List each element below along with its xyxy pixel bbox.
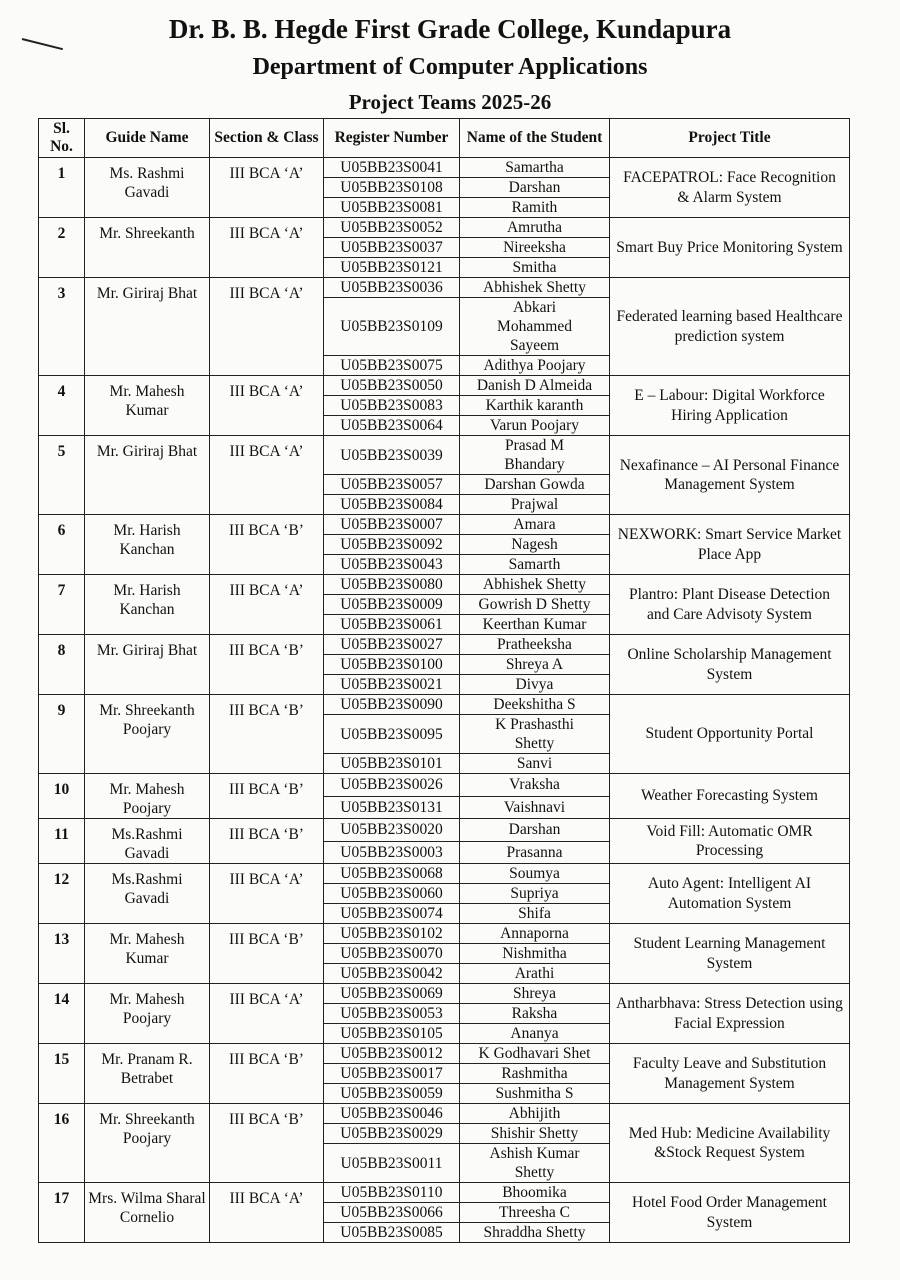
guide-name: Mr. Giriraj Bhat (85, 436, 210, 515)
register-number: U05BB23S0043 (324, 555, 460, 575)
student-name: Abhishek Shetty (460, 278, 610, 298)
student-name: Gowrish D Shetty (460, 595, 610, 615)
student-name: Samartha (460, 158, 610, 178)
student-name: Shreya (460, 984, 610, 1004)
table-row (39, 575, 850, 595)
team-number: 11 (39, 819, 85, 864)
project-title: FACEPATROL: Face Recognition & Alarm System (610, 158, 850, 218)
team-number: 7 (39, 575, 85, 635)
student-name: Prasanna (460, 841, 610, 864)
register-number: U05BB23S0085 (324, 1223, 460, 1243)
student-name: Threesha C (460, 1203, 610, 1223)
register-number: U05BB23S0053 (324, 1004, 460, 1024)
register-number: U05BB23S0069 (324, 984, 460, 1004)
student-name: Annaporna (460, 924, 610, 944)
register-number: U05BB23S0020 (324, 819, 460, 842)
col-header-section-class: Section & Class (210, 119, 324, 158)
register-number: U05BB23S0070 (324, 944, 460, 964)
student-name: Samarth (460, 555, 610, 575)
student-name: Soumya (460, 864, 610, 884)
student-name: Smitha (460, 258, 610, 278)
section-class: III BCA ‘A’ (210, 864, 324, 924)
section-class: III BCA ‘A’ (210, 278, 324, 376)
student-name: Sushmitha S (460, 1084, 610, 1104)
register-number: U05BB23S0012 (324, 1044, 460, 1064)
table-row (39, 695, 850, 715)
table-row (39, 376, 850, 396)
register-number: U05BB23S0003 (324, 841, 460, 864)
guide-name: Mr. Mahesh Kumar (85, 924, 210, 984)
project-title: Med Hub: Medicine Availability &Stock Request System (610, 1104, 850, 1183)
student-name: Arathi (460, 964, 610, 984)
section-class: III BCA ‘A’ (210, 376, 324, 436)
student-name: Ananya (460, 1024, 610, 1044)
project-title: Federated learning based Healthcare prediction system (610, 278, 850, 376)
register-number: U05BB23S0075 (324, 356, 460, 376)
register-number: U05BB23S0100 (324, 655, 460, 675)
student-name: Prajwal (460, 495, 610, 515)
register-number: U05BB23S0084 (324, 495, 460, 515)
student-name: Danish D Almeida (460, 376, 610, 396)
guide-name: Ms.Rashmi Gavadi (85, 819, 210, 864)
project-title: NEXWORK: Smart Service Market Place App (610, 515, 850, 575)
project-title: Hotel Food Order Management System (610, 1183, 850, 1243)
student-name: Abhijith (460, 1104, 610, 1124)
section-class: III BCA ‘B’ (210, 695, 324, 774)
guide-name: Mr. Giriraj Bhat (85, 635, 210, 695)
register-number: U05BB23S0007 (324, 515, 460, 535)
col-header-guide-name: Guide Name (85, 119, 210, 158)
team-number: 9 (39, 695, 85, 774)
register-number: U05BB23S0105 (324, 1024, 460, 1044)
guide-name: Mrs. Wilma Sharal Cornelio (85, 1183, 210, 1243)
student-name: Darshan (460, 819, 610, 842)
table-row (39, 436, 850, 475)
register-number: U05BB23S0057 (324, 475, 460, 495)
section-class: III BCA ‘A’ (210, 984, 324, 1044)
student-name: Darshan Gowda (460, 475, 610, 495)
register-number: U05BB23S0039 (324, 436, 460, 475)
register-number: U05BB23S0131 (324, 796, 460, 819)
student-name: Karthik karanth (460, 396, 610, 416)
student-name: Abhishek Shetty (460, 575, 610, 595)
register-number: U05BB23S0009 (324, 595, 460, 615)
project-title: Online Scholarship Management System (610, 635, 850, 695)
student-name: Ashish Kumar Shetty (460, 1144, 610, 1183)
register-number: U05BB23S0052 (324, 218, 460, 238)
section-class: III BCA ‘B’ (210, 515, 324, 575)
project-title: Antharbhava: Stress Detection using Facial Expression (610, 984, 850, 1044)
student-name: Adithya Poojary (460, 356, 610, 376)
student-name: Divya (460, 675, 610, 695)
student-name: K Prashasthi Shetty (460, 715, 610, 754)
table-row (39, 819, 850, 842)
register-number: U05BB23S0011 (324, 1144, 460, 1183)
department-name: Department of Computer Applications (252, 54, 648, 80)
team-number: 12 (39, 864, 85, 924)
register-number: U05BB23S0074 (324, 904, 460, 924)
section-class: III BCA ‘B’ (210, 635, 324, 695)
student-name: Deekshitha S (460, 695, 610, 715)
table-row (39, 1104, 850, 1124)
student-name: Shishir Shetty (460, 1124, 610, 1144)
col-header-register-number: Register Number (324, 119, 460, 158)
register-number: U05BB23S0017 (324, 1064, 460, 1084)
col-header-student-name: Name of the Student (460, 119, 610, 158)
register-number: U05BB23S0109 (324, 298, 460, 356)
team-number: 3 (39, 278, 85, 376)
section-class: III BCA ‘B’ (210, 819, 324, 864)
project-title: Auto Agent: Intelligent AI Automation System (610, 864, 850, 924)
student-name: Pratheeksha (460, 635, 610, 655)
section-class: III BCA ‘B’ (210, 924, 324, 984)
table-row (39, 984, 850, 1004)
student-name: Nireeksha (460, 238, 610, 258)
section-class: III BCA ‘B’ (210, 1104, 324, 1183)
project-title: Nexafinance – AI Personal Finance Management System (610, 436, 850, 515)
register-number: U05BB23S0102 (324, 924, 460, 944)
section-class: III BCA ‘A’ (210, 575, 324, 635)
table-row (39, 864, 850, 884)
student-name: Vaishnavi (460, 796, 610, 819)
register-number: U05BB23S0050 (324, 376, 460, 396)
document-title: Project Teams 2025-26 (348, 90, 552, 114)
team-number: 14 (39, 984, 85, 1044)
team-number: 6 (39, 515, 85, 575)
student-name: Sanvi (460, 754, 610, 774)
register-number: U05BB23S0042 (324, 964, 460, 984)
register-number: U05BB23S0029 (324, 1124, 460, 1144)
student-name: Nishmitha (460, 944, 610, 964)
project-title: Student Opportunity Portal (610, 695, 850, 774)
table-header-row (39, 119, 850, 158)
table-row (39, 774, 850, 797)
student-name: Keerthan Kumar (460, 615, 610, 635)
student-name: Rashmitha (460, 1064, 610, 1084)
team-number: 5 (39, 436, 85, 515)
table-row (39, 515, 850, 535)
guide-name: Mr. Harish Kanchan (85, 575, 210, 635)
student-name: Amara (460, 515, 610, 535)
table-row (39, 278, 850, 298)
table-row (39, 1183, 850, 1203)
student-name: Darshan (460, 178, 610, 198)
section-class: III BCA ‘A’ (210, 158, 324, 218)
section-class: III BCA ‘B’ (210, 774, 324, 819)
table-row (39, 635, 850, 655)
team-number: 1 (39, 158, 85, 218)
student-name: K Godhavari Shet (460, 1044, 610, 1064)
student-name: Ramith (460, 198, 610, 218)
project-title: E – Labour: Digital Workforce Hiring Application (610, 376, 850, 436)
table-row (39, 924, 850, 944)
section-class: III BCA ‘A’ (210, 1183, 324, 1243)
register-number: U05BB23S0037 (324, 238, 460, 258)
register-number: U05BB23S0068 (324, 864, 460, 884)
register-number: U05BB23S0080 (324, 575, 460, 595)
table-row (39, 1044, 850, 1064)
student-name: Vraksha (460, 774, 610, 797)
guide-name: Mr. Pranam R. Betrabet (85, 1044, 210, 1104)
section-class: III BCA ‘B’ (210, 1044, 324, 1104)
project-title: Student Learning Management System (610, 924, 850, 984)
guide-name: Mr. Giriraj Bhat (85, 278, 210, 376)
student-name: Shreya A (460, 655, 610, 675)
guide-name: Mr. Shreekanth Poojary (85, 695, 210, 774)
col-header-project-title: Project Title (610, 119, 850, 158)
team-number: 10 (39, 774, 85, 819)
student-name: Bhoomika (460, 1183, 610, 1203)
register-number: U05BB23S0108 (324, 178, 460, 198)
register-number: U05BB23S0121 (324, 258, 460, 278)
register-number: U05BB23S0095 (324, 715, 460, 754)
register-number: U05BB23S0027 (324, 635, 460, 655)
guide-name: Mr. Mahesh Poojary (85, 984, 210, 1044)
project-title: Faculty Leave and Substitution Management System (610, 1044, 850, 1104)
guide-name: Mr. Shreekanth (85, 218, 210, 278)
student-name: Prasad M Bhandary (460, 436, 610, 475)
project-title: Void Fill: Automatic OMR Processing (610, 819, 850, 864)
guide-name: Ms.Rashmi Gavadi (85, 864, 210, 924)
student-name: Nagesh (460, 535, 610, 555)
student-name: Varun Poojary (460, 416, 610, 436)
register-number: U05BB23S0036 (324, 278, 460, 298)
team-number: 2 (39, 218, 85, 278)
guide-name: Mr. Shreekanth Poojary (85, 1104, 210, 1183)
register-number: U05BB23S0064 (324, 416, 460, 436)
table-body (39, 158, 850, 1243)
register-number: U05BB23S0059 (324, 1084, 460, 1104)
register-number: U05BB23S0090 (324, 695, 460, 715)
register-number: U05BB23S0060 (324, 884, 460, 904)
student-name: Abkari Mohammed Sayeem (460, 298, 610, 356)
register-number: U05BB23S0083 (324, 396, 460, 416)
guide-name: Mr. Mahesh Kumar (85, 376, 210, 436)
team-number: 15 (39, 1044, 85, 1104)
section-class: III BCA ‘A’ (210, 218, 324, 278)
college-name: Dr. B. B. Hegde First Grade College, Kundapura (168, 14, 732, 44)
table-row (39, 158, 850, 178)
team-number: 16 (39, 1104, 85, 1183)
register-number: U05BB23S0110 (324, 1183, 460, 1203)
project-title: Plantro: Plant Disease Detection and Care Advisoty System (610, 575, 850, 635)
register-number: U05BB23S0046 (324, 1104, 460, 1124)
student-name: Shraddha Shetty (460, 1223, 610, 1243)
register-number: U05BB23S0066 (324, 1203, 460, 1223)
register-number: U05BB23S0092 (324, 535, 460, 555)
register-number: U05BB23S0026 (324, 774, 460, 797)
section-class: III BCA ‘A’ (210, 436, 324, 515)
register-number: U05BB23S0021 (324, 675, 460, 695)
team-number: 17 (39, 1183, 85, 1243)
register-number: U05BB23S0041 (324, 158, 460, 178)
register-number: U05BB23S0061 (324, 615, 460, 635)
col-header-sl-no: Sl. No. (39, 119, 85, 158)
guide-name: Mr. Mahesh Poojary (85, 774, 210, 819)
student-name: Raksha (460, 1004, 610, 1024)
project-title: Smart Buy Price Monitoring System (610, 218, 850, 278)
student-name: Supriya (460, 884, 610, 904)
register-number: U05BB23S0081 (324, 198, 460, 218)
student-name: Shifa (460, 904, 610, 924)
team-number: 8 (39, 635, 85, 695)
guide-name: Mr. Harish Kanchan (85, 515, 210, 575)
team-number: 13 (39, 924, 85, 984)
guide-name: Ms. Rashmi Gavadi (85, 158, 210, 218)
project-teams-table (38, 118, 850, 1243)
table-row (39, 218, 850, 238)
team-number: 4 (39, 376, 85, 436)
register-number: U05BB23S0101 (324, 754, 460, 774)
project-title: Weather Forecasting System (610, 774, 850, 819)
student-name: Amrutha (460, 218, 610, 238)
